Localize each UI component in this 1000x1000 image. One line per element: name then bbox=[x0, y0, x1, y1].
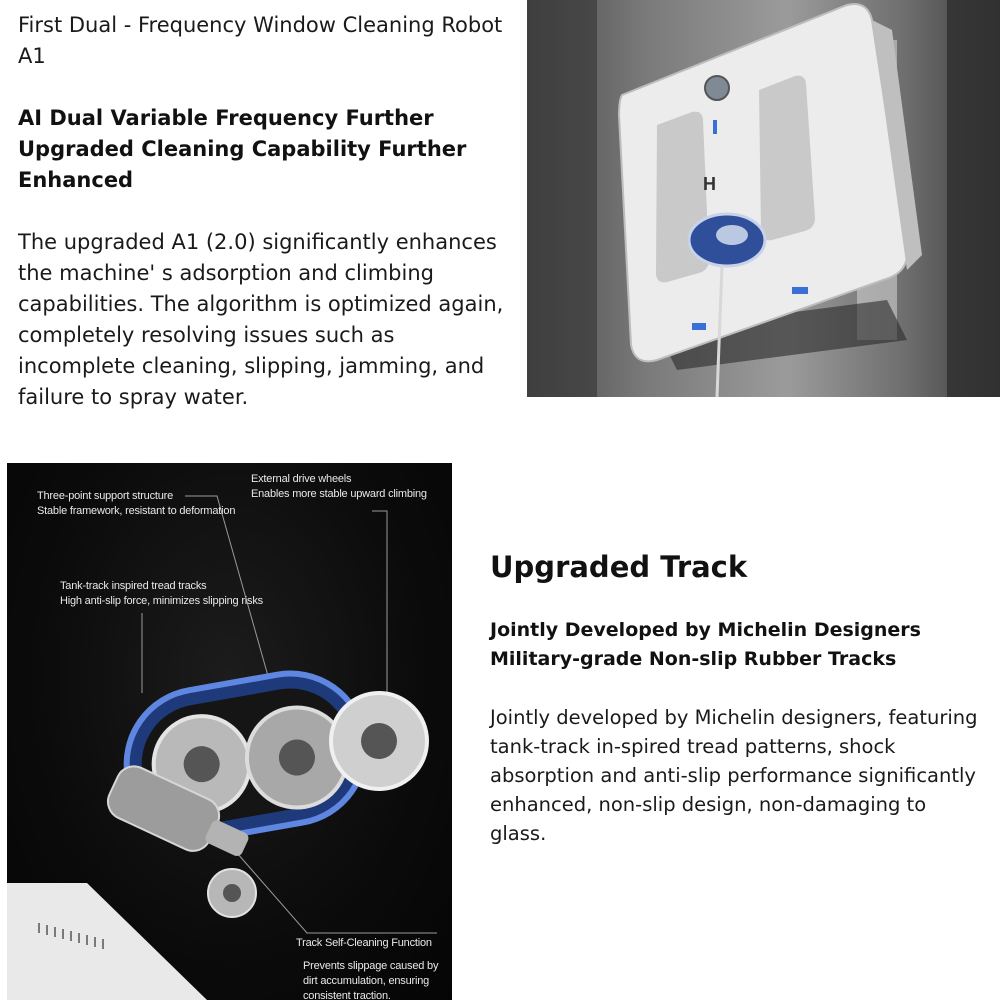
section-title: Upgraded Track bbox=[490, 550, 748, 584]
svg-text:H: H bbox=[703, 174, 716, 194]
track-headline: Jointly Developed by Michelin Designers Military-grade Non-slip Rubber Tracks bbox=[490, 619, 921, 670]
callout-self-cleaning bbox=[296, 936, 446, 1000]
callout-detail: Prevents slippage caused by dirt accumulation, ensuring consistent traction. bbox=[303, 960, 439, 1000]
track-mechanism-illustration bbox=[7, 463, 452, 1000]
callout-detail: Enables more stable upward climbing bbox=[251, 488, 427, 500]
callout-detail: Stable framework, resistant to deformation bbox=[37, 505, 236, 517]
window-robot-illustration bbox=[527, 0, 1000, 397]
callout-three-point-support bbox=[37, 489, 235, 519]
callout-detail: High anti-slip force, minimizes slipping risks bbox=[60, 595, 263, 607]
callout-tank-track-treads bbox=[60, 579, 263, 609]
intro-headline: AI Dual Variable Frequency Further Upgraded Cleaning Capability Further Enhanced bbox=[18, 106, 467, 192]
intro-body: The upgraded A1 (2.0) significantly enhances the machine' s adsorption and climbing capabilities. The algorithm is optimized again, completely resolving issues such as incomplete cleaning, slipping, jamming, and failure to spray water. bbox=[18, 230, 504, 409]
product-name: First Dual - Frequency Window Cleaning Robot A1 bbox=[18, 13, 503, 68]
robot-photo bbox=[527, 0, 1000, 397]
callout-title: Tank-track inspired tread tracks bbox=[60, 580, 207, 592]
callout-title: External drive wheels bbox=[251, 473, 352, 485]
callout-title: Three-point support structure bbox=[37, 490, 174, 502]
track-body: Jointly developed by Michelin designers, featuring tank-track in-spired tread patterns, shock absorption and anti-slip performance significantly enhanced, non-slip design, non-damaging to glass. bbox=[490, 706, 978, 845]
callout-external-drive-wheels bbox=[251, 472, 427, 502]
callout-title: Track Self-Cleaning Function bbox=[296, 937, 432, 949]
track-diagram bbox=[7, 463, 452, 1000]
